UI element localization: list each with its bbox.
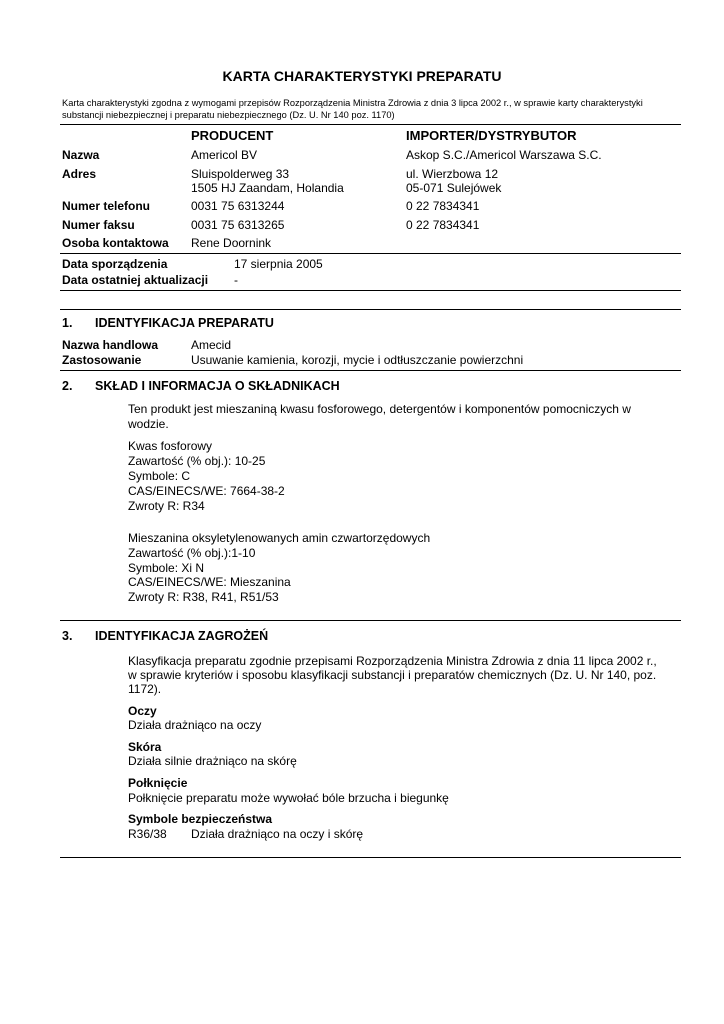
safety-symbols-label: Symbole bezpieczeństwa bbox=[128, 812, 273, 826]
safety-symbols-code: R36/38 bbox=[128, 827, 167, 841]
created-date-value: 17 sierpnia 2005 bbox=[234, 257, 323, 271]
divider bbox=[60, 253, 681, 254]
classification-line1: Klasyfikacja preparatu zgodnie przepisami Rozporządzenia Ministra Zdrowia z dnia 11 lipca 2002 r., bbox=[128, 654, 657, 668]
document-title: KARTA CHARAKTERYSTYKI PREPARATU bbox=[222, 68, 502, 84]
use-label: Zastosowanie bbox=[62, 353, 142, 367]
section3-number: 3. bbox=[62, 629, 73, 643]
classification-line2: w sprawie kryteriów i sposobu klasyfikacji substancji i preparatów chemicznych (Dz. U. Nr 140, poz. bbox=[128, 668, 657, 682]
fax-label: Numer faksu bbox=[62, 218, 135, 232]
divider bbox=[60, 857, 681, 858]
divider bbox=[60, 124, 681, 125]
skin-text: Działa silnie drażniąco na skórę bbox=[128, 754, 297, 768]
divider bbox=[60, 309, 681, 310]
producer-contact-person: Rene Doornink bbox=[191, 236, 272, 250]
producer-phone: 0031 75 6313244 bbox=[191, 199, 285, 213]
name-label: Nazwa bbox=[62, 148, 100, 162]
eyes-label: Oczy bbox=[128, 704, 157, 718]
divider bbox=[60, 620, 681, 621]
importer-fax: 0 22 7834341 bbox=[406, 218, 480, 232]
importer-name: Askop S.C./Americol Warszawa S.C. bbox=[406, 148, 602, 162]
contact-person-label: Osoba kontaktowa bbox=[62, 236, 169, 250]
component1-name: Kwas fosforowy bbox=[128, 439, 213, 453]
component1-r-phrases: Zwroty R: R34 bbox=[128, 499, 205, 513]
swallow-label: Połknięcie bbox=[128, 776, 188, 790]
producer-header: PRODUCENT bbox=[191, 128, 274, 143]
section1-number: 1. bbox=[62, 316, 73, 330]
component1-content: Zawartość (% obj.): 10-25 bbox=[128, 454, 266, 468]
skin-label: Skóra bbox=[128, 740, 162, 754]
classification-line3: 1172). bbox=[128, 682, 162, 696]
address-label: Adres bbox=[62, 167, 97, 181]
importer-address-line1: ul. Wierzbowa 12 bbox=[406, 167, 499, 181]
updated-date-value: - bbox=[234, 273, 238, 287]
intro-text: Karta charakterystyki zgodna z wymogami przepisów Rozporządzenia Ministra Zdrowia z dnia 3 lipca 2002 r., w sprawie karty charakterystyki substancji niebezpiecznej i preparatu niebezpiecznego (Dz. U. Nr 140 poz. 1170) bbox=[62, 98, 643, 120]
importer-header: IMPORTER/DYSTRYBUTOR bbox=[406, 128, 577, 143]
producer-fax: 0031 75 6313265 bbox=[191, 218, 285, 232]
importer-address-line2: 05-071 Sulejówek bbox=[406, 181, 502, 195]
swallow-text: Połknięcie preparatu może wywołać bóle brzucha i biegunkę bbox=[128, 791, 449, 805]
use-value: Usuwanie kamienia, korozji, mycie i odtłuszczanie powierzchni bbox=[191, 353, 524, 367]
section2-number: 2. bbox=[62, 379, 73, 393]
importer-phone: 0 22 7834341 bbox=[406, 199, 480, 213]
component2-r-phrases: Zwroty R: R38, R41, R51/53 bbox=[128, 590, 279, 604]
component2-name: Mieszanina oksyletylenowanych amin czwartorzędowych bbox=[128, 531, 431, 545]
composition-intro-line1: Ten produkt jest mieszaniną kwasu fosforowego, detergentów i komponentów pomocniczych w bbox=[128, 402, 631, 416]
producer-address-line1: Sluispolderweg 33 bbox=[191, 167, 290, 181]
section1-title: IDENTYFIKACJA PREPARATU bbox=[95, 316, 274, 330]
section3-title: IDENTYFIKACJA ZAGROŻEŃ bbox=[95, 629, 269, 643]
eyes-text: Działa drażniąco na oczy bbox=[128, 718, 262, 732]
producer-name: Americol BV bbox=[191, 148, 258, 162]
safety-symbols-text: Działa drażniąco na oczy i skórę bbox=[191, 827, 364, 841]
trade-name-label: Nazwa handlowa bbox=[62, 338, 159, 352]
divider bbox=[60, 290, 681, 291]
created-date-label: Data sporządzenia bbox=[62, 257, 168, 271]
trade-name-value: Amecid bbox=[191, 338, 232, 352]
composition-intro-line2: wodzie. bbox=[128, 417, 169, 431]
updated-date-label: Data ostatniej aktualizacji bbox=[62, 273, 209, 287]
divider bbox=[60, 370, 681, 371]
component2-content: Zawartość (% obj.):1-10 bbox=[128, 546, 256, 560]
component1-symbols: Symbole: C bbox=[128, 469, 191, 483]
section2-title: SKŁAD I INFORMACJA O SKŁADNIKACH bbox=[95, 379, 340, 393]
component2-cas: CAS/EINECS/WE: Mieszanina bbox=[128, 575, 291, 589]
component1-cas: CAS/EINECS/WE: 7664-38-2 bbox=[128, 484, 285, 498]
producer-address-line2: 1505 HJ Zaandam, Holandia bbox=[191, 181, 344, 195]
phone-label: Numer telefonu bbox=[62, 199, 151, 213]
component2-symbols: Symbole: Xi N bbox=[128, 561, 205, 575]
